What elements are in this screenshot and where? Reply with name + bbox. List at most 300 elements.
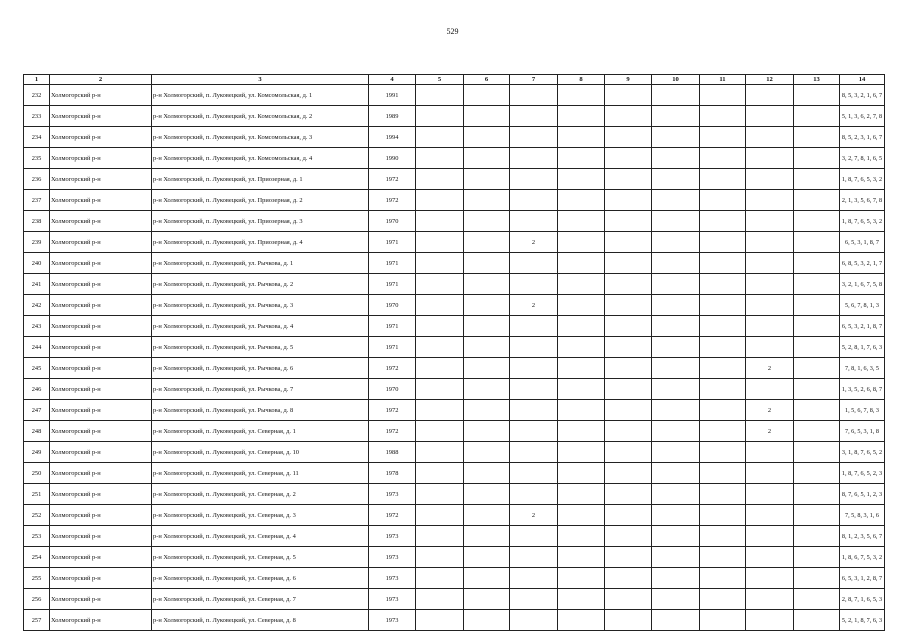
col11-cell xyxy=(700,442,746,463)
col10-cell xyxy=(652,568,700,589)
col10-cell xyxy=(652,442,700,463)
col9-cell xyxy=(605,547,652,568)
col10-cell xyxy=(652,400,700,421)
table-row xyxy=(24,589,885,610)
sequence-cell: 7, 8, 1, 6, 3, 5 xyxy=(840,358,885,379)
col9-cell xyxy=(605,106,652,127)
district-cell: Холмогорский р-н xyxy=(50,148,152,169)
district-cell: Холмогорский р-н xyxy=(50,274,152,295)
col8-cell xyxy=(558,85,605,106)
sequence-cell: 6, 5, 3, 1, 8, 7 xyxy=(840,232,885,253)
address-cell: р-н Холмогорский, п. Луковецкий, ул. Комсомольская, д. 3 xyxy=(152,127,369,148)
district-cell: Холмогорский р-н xyxy=(50,547,152,568)
column-header-1: 1 xyxy=(24,75,50,85)
col6-cell xyxy=(464,190,510,211)
column-header-3: 3 xyxy=(152,75,369,85)
year-cell: 1971 xyxy=(369,316,416,337)
col12-cell xyxy=(746,148,794,169)
col12-cell xyxy=(746,211,794,232)
col12-cell xyxy=(746,127,794,148)
col13-cell xyxy=(794,379,840,400)
col7-cell xyxy=(510,568,558,589)
col11-cell xyxy=(700,85,746,106)
row-number-cell: 238 xyxy=(24,211,50,232)
district-cell: Холмогорский р-н xyxy=(50,211,152,232)
col5-cell xyxy=(416,232,464,253)
col9-cell xyxy=(605,400,652,421)
year-cell: 1989 xyxy=(369,106,416,127)
year-cell: 1973 xyxy=(369,526,416,547)
col11-cell xyxy=(700,127,746,148)
col7-cell xyxy=(510,148,558,169)
col8-cell xyxy=(558,379,605,400)
col13-cell xyxy=(794,547,840,568)
table-row xyxy=(24,505,885,526)
col10-cell xyxy=(652,106,700,127)
sequence-cell: 5, 2, 1, 8, 7, 6, 3 xyxy=(840,610,885,631)
address-cell: р-н Холмогорский, п. Луковецкий, ул. Рычкова, д. 4 xyxy=(152,316,369,337)
col5-cell xyxy=(416,316,464,337)
col11-cell xyxy=(700,610,746,631)
col7-cell: 2 xyxy=(510,505,558,526)
col10-cell xyxy=(652,232,700,253)
address-cell: р-н Холмогорский, п. Луковецкий, ул. Рычкова, д. 6 xyxy=(152,358,369,379)
column-header-11: 11 xyxy=(700,75,746,85)
district-cell: Холмогорский р-н xyxy=(50,253,152,274)
col11-cell xyxy=(700,421,746,442)
col13-cell xyxy=(794,253,840,274)
table-row xyxy=(24,127,885,148)
col9-cell xyxy=(605,568,652,589)
address-cell: р-н Холмогорский, п. Луковецкий, ул. Северная, д. 4 xyxy=(152,526,369,547)
row-number-cell: 240 xyxy=(24,253,50,274)
col11-cell xyxy=(700,316,746,337)
row-number-cell: 242 xyxy=(24,295,50,316)
col10-cell xyxy=(652,589,700,610)
row-number-cell: 250 xyxy=(24,463,50,484)
col6-cell xyxy=(464,547,510,568)
column-header-5: 5 xyxy=(416,75,464,85)
col8-cell xyxy=(558,505,605,526)
year-cell: 1971 xyxy=(369,274,416,295)
col12-cell xyxy=(746,610,794,631)
table-row xyxy=(24,568,885,589)
col13-cell xyxy=(794,148,840,169)
address-cell: р-н Холмогорский, п. Луковецкий, ул. Приозерная, д. 2 xyxy=(152,190,369,211)
col5-cell xyxy=(416,610,464,631)
address-cell: р-н Холмогорский, п. Луковецкий, ул. Северная, д. 2 xyxy=(152,484,369,505)
col9-cell xyxy=(605,274,652,295)
col9-cell xyxy=(605,232,652,253)
district-cell: Холмогорский р-н xyxy=(50,400,152,421)
row-number-cell: 249 xyxy=(24,442,50,463)
sequence-cell: 6, 5, 3, 1, 2, 8, 7 xyxy=(840,568,885,589)
table-row xyxy=(24,337,885,358)
table-row xyxy=(24,484,885,505)
col13-cell xyxy=(794,463,840,484)
col9-cell xyxy=(605,127,652,148)
district-cell: Холмогорский р-н xyxy=(50,337,152,358)
col10-cell xyxy=(652,274,700,295)
row-number-cell: 256 xyxy=(24,589,50,610)
col9-cell xyxy=(605,337,652,358)
year-cell: 1973 xyxy=(369,568,416,589)
col11-cell xyxy=(700,337,746,358)
col5-cell xyxy=(416,295,464,316)
col11-cell xyxy=(700,505,746,526)
row-number-cell: 243 xyxy=(24,316,50,337)
year-cell: 1994 xyxy=(369,127,416,148)
district-cell: Холмогорский р-н xyxy=(50,526,152,547)
col5-cell xyxy=(416,484,464,505)
col10-cell xyxy=(652,85,700,106)
district-cell: Холмогорский р-н xyxy=(50,442,152,463)
col5-cell xyxy=(416,421,464,442)
col13-cell xyxy=(794,316,840,337)
col13-cell xyxy=(794,484,840,505)
col13-cell xyxy=(794,610,840,631)
col7-cell xyxy=(510,316,558,337)
col5-cell xyxy=(416,568,464,589)
col12-cell xyxy=(746,379,794,400)
sequence-cell: 3, 2, 7, 8, 1, 6, 5 xyxy=(840,148,885,169)
address-cell: р-н Холмогорский, п. Луковецкий, ул. Северная, д. 5 xyxy=(152,547,369,568)
col10-cell xyxy=(652,253,700,274)
col13-cell xyxy=(794,505,840,526)
col8-cell xyxy=(558,442,605,463)
col13-cell xyxy=(794,442,840,463)
row-number-cell: 239 xyxy=(24,232,50,253)
col7-cell: 2 xyxy=(510,295,558,316)
col5-cell xyxy=(416,211,464,232)
col6-cell xyxy=(464,169,510,190)
col11-cell xyxy=(700,358,746,379)
col13-cell xyxy=(794,589,840,610)
col6-cell xyxy=(464,526,510,547)
address-cell: р-н Холмогорский, п. Луковецкий, ул. Приозерная, д. 1 xyxy=(152,169,369,190)
col7-cell xyxy=(510,442,558,463)
col7-cell xyxy=(510,253,558,274)
col13-cell xyxy=(794,358,840,379)
row-number-cell: 236 xyxy=(24,169,50,190)
district-cell: Холмогорский р-н xyxy=(50,295,152,316)
registry-table xyxy=(23,74,885,631)
table-row xyxy=(24,169,885,190)
col6-cell xyxy=(464,400,510,421)
row-number-cell: 233 xyxy=(24,106,50,127)
col13-cell xyxy=(794,211,840,232)
year-cell: 1973 xyxy=(369,547,416,568)
col7-cell xyxy=(510,379,558,400)
table-row xyxy=(24,253,885,274)
col7-cell xyxy=(510,211,558,232)
col6-cell xyxy=(464,568,510,589)
year-cell: 1972 xyxy=(369,505,416,526)
district-cell: Холмогорский р-н xyxy=(50,463,152,484)
col9-cell xyxy=(605,505,652,526)
address-cell: р-н Холмогорский, п. Луковецкий, ул. Рычкова, д. 2 xyxy=(152,274,369,295)
col8-cell xyxy=(558,589,605,610)
year-cell: 1990 xyxy=(369,148,416,169)
sequence-cell: 5, 6, 7, 8, 1, 3 xyxy=(840,295,885,316)
col5-cell xyxy=(416,505,464,526)
col11-cell xyxy=(700,232,746,253)
sequence-cell: 7, 5, 8, 3, 1, 6 xyxy=(840,505,885,526)
address-cell: р-н Холмогорский, п. Луковецкий, ул. Комсомольская, д. 2 xyxy=(152,106,369,127)
col8-cell xyxy=(558,274,605,295)
col12-cell: 2 xyxy=(746,358,794,379)
year-cell: 1972 xyxy=(369,190,416,211)
district-cell: Холмогорский р-н xyxy=(50,232,152,253)
col10-cell xyxy=(652,421,700,442)
table-body xyxy=(24,85,885,631)
column-header-12: 12 xyxy=(746,75,794,85)
col5-cell xyxy=(416,127,464,148)
district-cell: Холмогорский р-н xyxy=(50,421,152,442)
col5-cell xyxy=(416,463,464,484)
col7-cell xyxy=(510,589,558,610)
table-row xyxy=(24,526,885,547)
col8-cell xyxy=(558,463,605,484)
col6-cell xyxy=(464,421,510,442)
column-header-14: 14 xyxy=(840,75,885,85)
col13-cell xyxy=(794,337,840,358)
col12-cell xyxy=(746,169,794,190)
table-row xyxy=(24,547,885,568)
col12-cell xyxy=(746,568,794,589)
col10-cell xyxy=(652,484,700,505)
year-cell: 1972 xyxy=(369,358,416,379)
col9-cell xyxy=(605,148,652,169)
column-header-13: 13 xyxy=(794,75,840,85)
address-cell: р-н Холмогорский, п. Луковецкий, ул. Северная, д. 11 xyxy=(152,463,369,484)
sequence-cell: 8, 5, 3, 2, 1, 6, 7 xyxy=(840,85,885,106)
col12-cell xyxy=(746,463,794,484)
district-cell: Холмогорский р-н xyxy=(50,106,152,127)
col6-cell xyxy=(464,484,510,505)
col9-cell xyxy=(605,295,652,316)
col5-cell xyxy=(416,274,464,295)
col9-cell xyxy=(605,442,652,463)
row-number-cell: 232 xyxy=(24,85,50,106)
col10-cell xyxy=(652,190,700,211)
col12-cell xyxy=(746,190,794,211)
year-cell: 1972 xyxy=(369,169,416,190)
col13-cell xyxy=(794,400,840,421)
col10-cell xyxy=(652,316,700,337)
col9-cell xyxy=(605,85,652,106)
row-number-cell: 252 xyxy=(24,505,50,526)
col12-cell xyxy=(746,316,794,337)
table-row xyxy=(24,274,885,295)
col7-cell xyxy=(510,190,558,211)
col8-cell xyxy=(558,106,605,127)
col7-cell xyxy=(510,610,558,631)
row-number-cell: 245 xyxy=(24,358,50,379)
district-cell: Холмогорский р-н xyxy=(50,610,152,631)
district-cell: Холмогорский р-н xyxy=(50,505,152,526)
col9-cell xyxy=(605,358,652,379)
row-number-cell: 248 xyxy=(24,421,50,442)
col8-cell xyxy=(558,421,605,442)
col7-cell xyxy=(510,358,558,379)
col8-cell xyxy=(558,295,605,316)
col10-cell xyxy=(652,547,700,568)
col5-cell xyxy=(416,169,464,190)
address-cell: р-н Холмогорский, п. Луковецкий, ул. Рычкова, д. 3 xyxy=(152,295,369,316)
column-header-9: 9 xyxy=(605,75,652,85)
col7-cell xyxy=(510,274,558,295)
year-cell: 1971 xyxy=(369,253,416,274)
col8-cell xyxy=(558,568,605,589)
col6-cell xyxy=(464,505,510,526)
col6-cell xyxy=(464,127,510,148)
district-cell: Холмогорский р-н xyxy=(50,589,152,610)
col11-cell xyxy=(700,547,746,568)
col13-cell xyxy=(794,421,840,442)
col12-cell xyxy=(746,106,794,127)
column-header-4: 4 xyxy=(369,75,416,85)
col11-cell xyxy=(700,400,746,421)
sequence-cell: 7, 6, 5, 3, 1, 8 xyxy=(840,421,885,442)
col7-cell xyxy=(510,400,558,421)
col9-cell xyxy=(605,589,652,610)
sequence-cell: 1, 8, 7, 6, 5, 2, 3 xyxy=(840,463,885,484)
col12-cell: 2 xyxy=(746,421,794,442)
col5-cell xyxy=(416,379,464,400)
col13-cell xyxy=(794,85,840,106)
year-cell: 1973 xyxy=(369,484,416,505)
col11-cell xyxy=(700,589,746,610)
col8-cell xyxy=(558,190,605,211)
col5-cell xyxy=(416,547,464,568)
col11-cell xyxy=(700,568,746,589)
col6-cell xyxy=(464,589,510,610)
row-number-cell: 253 xyxy=(24,526,50,547)
col7-cell xyxy=(510,169,558,190)
sequence-cell: 5, 2, 8, 1, 7, 6, 3 xyxy=(840,337,885,358)
col9-cell xyxy=(605,379,652,400)
sequence-cell: 1, 5, 6, 7, 8, 3 xyxy=(840,400,885,421)
col7-cell xyxy=(510,463,558,484)
year-cell: 1970 xyxy=(369,211,416,232)
sequence-cell: 2, 8, 7, 1, 6, 5, 3 xyxy=(840,589,885,610)
district-cell: Холмогорский р-н xyxy=(50,484,152,505)
sequence-cell: 1, 8, 7, 6, 5, 3, 2 xyxy=(840,169,885,190)
table-row xyxy=(24,148,885,169)
address-cell: р-н Холмогорский, п. Луковецкий, ул. Северная, д. 8 xyxy=(152,610,369,631)
col6-cell xyxy=(464,148,510,169)
col12-cell xyxy=(746,337,794,358)
col6-cell xyxy=(464,358,510,379)
sequence-cell: 3, 2, 1, 6, 7, 5, 8 xyxy=(840,274,885,295)
row-number-cell: 244 xyxy=(24,337,50,358)
col6-cell xyxy=(464,379,510,400)
year-cell: 1973 xyxy=(369,589,416,610)
col10-cell xyxy=(652,127,700,148)
address-cell: р-н Холмогорский, п. Луковецкий, ул. Северная, д. 10 xyxy=(152,442,369,463)
col12-cell xyxy=(746,295,794,316)
col12-cell xyxy=(746,274,794,295)
col8-cell xyxy=(558,232,605,253)
col13-cell xyxy=(794,295,840,316)
district-cell: Холмогорский р-н xyxy=(50,190,152,211)
col9-cell xyxy=(605,253,652,274)
col7-cell xyxy=(510,421,558,442)
table-row xyxy=(24,106,885,127)
address-cell: р-н Холмогорский, п. Луковецкий, ул. Приозерная, д. 4 xyxy=(152,232,369,253)
col7-cell xyxy=(510,337,558,358)
column-header-2: 2 xyxy=(50,75,152,85)
table-row xyxy=(24,463,885,484)
col11-cell xyxy=(700,526,746,547)
col8-cell xyxy=(558,610,605,631)
col7-cell xyxy=(510,106,558,127)
sequence-cell: 3, 1, 8, 7, 6, 5, 2 xyxy=(840,442,885,463)
table-row xyxy=(24,358,885,379)
col8-cell xyxy=(558,547,605,568)
table-row xyxy=(24,232,885,253)
col10-cell xyxy=(652,169,700,190)
col13-cell xyxy=(794,190,840,211)
col11-cell xyxy=(700,484,746,505)
year-cell: 1991 xyxy=(369,85,416,106)
table-row xyxy=(24,421,885,442)
district-cell: Холмогорский р-н xyxy=(50,358,152,379)
row-number-cell: 246 xyxy=(24,379,50,400)
col7-cell xyxy=(510,526,558,547)
col13-cell xyxy=(794,274,840,295)
col10-cell xyxy=(652,358,700,379)
col6-cell xyxy=(464,463,510,484)
sequence-cell: 1, 8, 7, 6, 5, 3, 2 xyxy=(840,211,885,232)
col10-cell xyxy=(652,463,700,484)
sequence-cell: 5, 1, 3, 6, 2, 7, 8 xyxy=(840,106,885,127)
row-number-cell: 234 xyxy=(24,127,50,148)
col8-cell xyxy=(558,400,605,421)
address-cell: р-н Холмогорский, п. Луковецкий, ул. Северная, д. 7 xyxy=(152,589,369,610)
col5-cell xyxy=(416,253,464,274)
table-row xyxy=(24,379,885,400)
row-number-cell: 235 xyxy=(24,148,50,169)
address-cell: р-н Холмогорский, п. Луковецкий, ул. Северная, д. 3 xyxy=(152,505,369,526)
col12-cell xyxy=(746,253,794,274)
year-cell: 1978 xyxy=(369,463,416,484)
col12-cell xyxy=(746,85,794,106)
col12-cell xyxy=(746,484,794,505)
col8-cell xyxy=(558,211,605,232)
col8-cell xyxy=(558,253,605,274)
col5-cell xyxy=(416,358,464,379)
sequence-cell: 6, 8, 5, 3, 2, 1, 7 xyxy=(840,253,885,274)
col11-cell xyxy=(700,253,746,274)
year-cell: 1971 xyxy=(369,337,416,358)
year-cell: 1972 xyxy=(369,400,416,421)
row-number-cell: 237 xyxy=(24,190,50,211)
district-cell: Холмогорский р-н xyxy=(50,379,152,400)
col10-cell xyxy=(652,526,700,547)
col7-cell xyxy=(510,85,558,106)
table-row xyxy=(24,190,885,211)
col10-cell xyxy=(652,505,700,526)
col12-cell xyxy=(746,526,794,547)
col5-cell xyxy=(416,442,464,463)
col9-cell xyxy=(605,316,652,337)
address-cell: р-н Холмогорский, п. Луковецкий, ул. Приозерная, д. 3 xyxy=(152,211,369,232)
col7-cell xyxy=(510,127,558,148)
col6-cell xyxy=(464,610,510,631)
sequence-cell: 1, 3, 5, 2, 6, 8, 7 xyxy=(840,379,885,400)
